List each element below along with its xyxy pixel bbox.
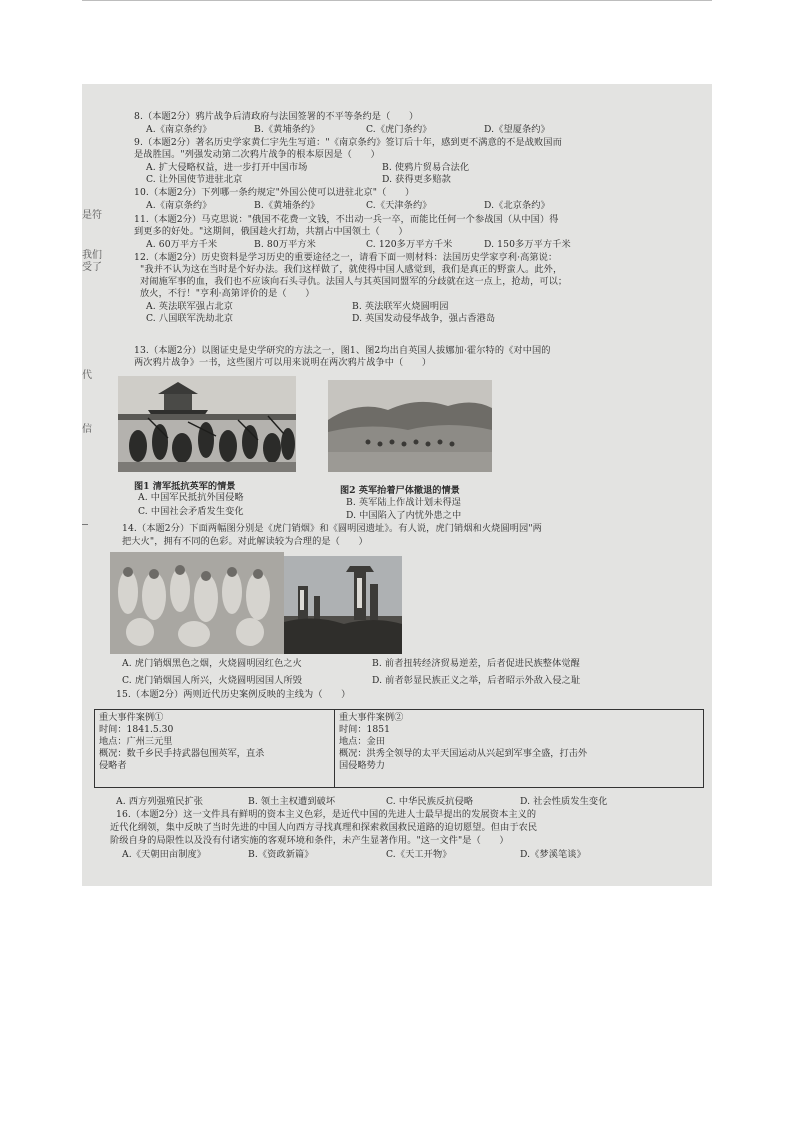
question-14: 把大火"，拥有不同的色彩。对此解读较为合理的是（ ） — [122, 536, 368, 547]
option: A. 60万平方千米 — [146, 239, 218, 250]
option: A. 英法联军强占北京 — [146, 301, 234, 312]
figure-1-caption: 图1 清军抵抗英军的情景 — [134, 481, 236, 492]
figure-2-retreat-image — [328, 380, 492, 472]
option: C. 虎门销烟国人所兴，火烧圆明园国人所毁 — [122, 675, 303, 686]
top-divider — [82, 0, 712, 1]
binding-mark — [82, 524, 88, 525]
question-9: 9.（本题2分）著名历史学家黄仁宇先生写道："《南京条约》签订后十年，感到更不满意的不是战败国而 — [134, 137, 562, 148]
option: B.《黄埔条约》 — [254, 200, 320, 211]
question-12: 放火，不行！"亨利·高第评价的是（ ） — [140, 288, 315, 299]
question-9: 是战胜国。"列强发动第二次鸦片战争的根本原因是（ ） — [134, 149, 380, 160]
case-2-time: 时间：1851 — [339, 724, 390, 735]
question-11: 到更多的好处。"这期间，俄国趁火打劫，共割占中国领土（ ） — [134, 226, 408, 237]
option: D. 中国陷入了内忧外患之中 — [346, 510, 462, 521]
margin-note: 是符 — [82, 210, 102, 221]
option: A.《南京条约》 — [146, 124, 212, 135]
option: B. 领土主权遭到破坏 — [248, 796, 336, 807]
margin-note: 我们 — [82, 250, 102, 261]
option: D. 社会性质发生变化 — [520, 796, 608, 807]
option: D.《望厦条约》 — [484, 124, 550, 135]
question-10: 10.（本题2分）下列哪一条约规定"外国公使可以进驻北京"（ ） — [134, 187, 415, 198]
figure-1-battle-image — [118, 376, 296, 472]
humen-relief-image — [110, 552, 284, 654]
question-14: 14.（本题2分）下面两幅图分别是《虎门销烟》和《圆明园遗址》。有人说，虎门销烟和火烧圆明园"两 — [122, 523, 542, 534]
question-16: 阶级自身的局限性以及没有付诸实施的客观环境和条件，未产生显著作用。"这一文件"是（ ） — [110, 835, 509, 846]
option: C. 八国联军洗劫北京 — [146, 313, 234, 324]
case-2-cell — [335, 710, 703, 787]
question-15: 15.（本题2分）两则近代历史案例反映的主线为（ ） — [116, 689, 351, 700]
case-2-desc: 概况：洪秀全领导的太平天国运动从兴起到军事全盛，打击外 — [339, 748, 588, 759]
yuanmingyuan-ruins-image — [284, 556, 402, 654]
option: B. 使鸦片贸易合法化 — [382, 162, 470, 173]
option: D.《北京条约》 — [484, 200, 550, 211]
option: D. 英国发动侵华战争，强占香港岛 — [352, 313, 496, 324]
case-1-desc: 侵略者 — [99, 760, 127, 771]
option: A. 中国军民抵抗外国侵略 — [138, 492, 244, 503]
case-1-time: 时间：1841.5.30 — [99, 724, 174, 735]
figure-2-caption: 图2 英军抬着尸体撤退的情景 — [340, 485, 460, 496]
option: B. 80万平方米 — [254, 239, 316, 250]
option: A. 西方列强殖民扩张 — [116, 796, 204, 807]
option: C. 中国社会矛盾发生变化 — [138, 506, 244, 517]
option: C.《天工开物》 — [386, 849, 452, 860]
case-1-cell — [95, 710, 335, 787]
option: B.《资政新篇》 — [248, 849, 314, 860]
case-2-place: 地点：金田 — [339, 736, 385, 747]
exam-photo — [82, 84, 712, 886]
option: D. 150多万平方千米 — [484, 239, 571, 250]
question-8: 8.（本题2分）鸦片战争后清政府与法国签署的不平等条约是（ ） — [134, 111, 419, 122]
option: B. 前者扭转经济贸易逆差，后者促进民族整体觉醒 — [372, 658, 580, 669]
option: C. 让外国使节进驻北京 — [146, 174, 243, 185]
option: C.《天津条约》 — [366, 200, 432, 211]
option: B. 英军陆上作战计划未得逞 — [346, 497, 462, 508]
case-1-title: 重大事件案例① — [99, 712, 164, 723]
option: A. 扩大侵略权益，进一步打开中国市场 — [146, 162, 308, 173]
case-2-title: 重大事件案例② — [339, 712, 404, 723]
question-12: "我并不认为这在当时是个好办法。我们这样做了，就使得中国人感觉到，我们是真正的野蛮人。此外， — [140, 264, 563, 275]
option: D. 获得更多赔款 — [382, 174, 451, 185]
option: A.《南京条约》 — [146, 200, 212, 211]
option: D.《梦溪笔谈》 — [520, 849, 586, 860]
margin-note: 受了 — [82, 262, 102, 273]
option: A. 虎门销烟黑色之烟，火烧圆明园红色之火 — [122, 658, 302, 669]
option: C. 120多万平方千米 — [366, 239, 453, 250]
option: B. 英法联军火烧圆明园 — [352, 301, 449, 312]
case-table — [94, 709, 704, 788]
question-13: 13.（本题2分）以图证史是史学研究的方法之一，图1、图2均出自英国人拔娜加·霍尔特的《对中国的 — [134, 345, 551, 356]
option: C.《虎门条约》 — [366, 124, 432, 135]
case-1-place: 地点：广州三元里 — [99, 736, 173, 747]
margin-note: 信 — [82, 424, 92, 435]
case-2-desc: 国侵略势力 — [339, 760, 385, 771]
question-11: 11.（本题2分）马克思说："俄国不花费一文钱，不出动一兵一卒，而能比任何一个参战国（从中国）得 — [134, 214, 559, 225]
option: D. 前者彰显民族正义之举，后者昭示外敌入侵之耻 — [372, 675, 581, 686]
option: A.《天朝田亩制度》 — [122, 849, 207, 860]
question-13: 两次鸦片战争》一书，这些图片可以用来说明在两次鸦片战争中（ ） — [134, 357, 432, 368]
question-12: 12.（本题2分）历史资料是学习历史的重要途径之一，请看下面一则材料：法国历史学家亨利·高第说： — [134, 252, 558, 263]
question-12: 对闹施军事的血，我们也不应该向石头寻仇。法国人与其英国同盟军的分歧就在这一点上，抢劫，可以； — [140, 276, 568, 287]
margin-note: 代 — [82, 370, 92, 381]
case-1-desc: 概况：数千乡民手持武器包围英军，直杀 — [99, 748, 265, 759]
option: C. 中华民族反抗侵略 — [386, 796, 474, 807]
option: B.《黄埔条约》 — [254, 124, 320, 135]
question-16: 近代化纲领，集中反映了当时先进的中国人向西方寻找真理和探索救国救民道路的迫切愿望。但由于农民 — [110, 822, 538, 833]
question-16: 16.（本题2分）这一文件具有鲜明的资本主义色彩，是近代中国的先进人士最早提出的发展资本主义的 — [116, 809, 537, 820]
